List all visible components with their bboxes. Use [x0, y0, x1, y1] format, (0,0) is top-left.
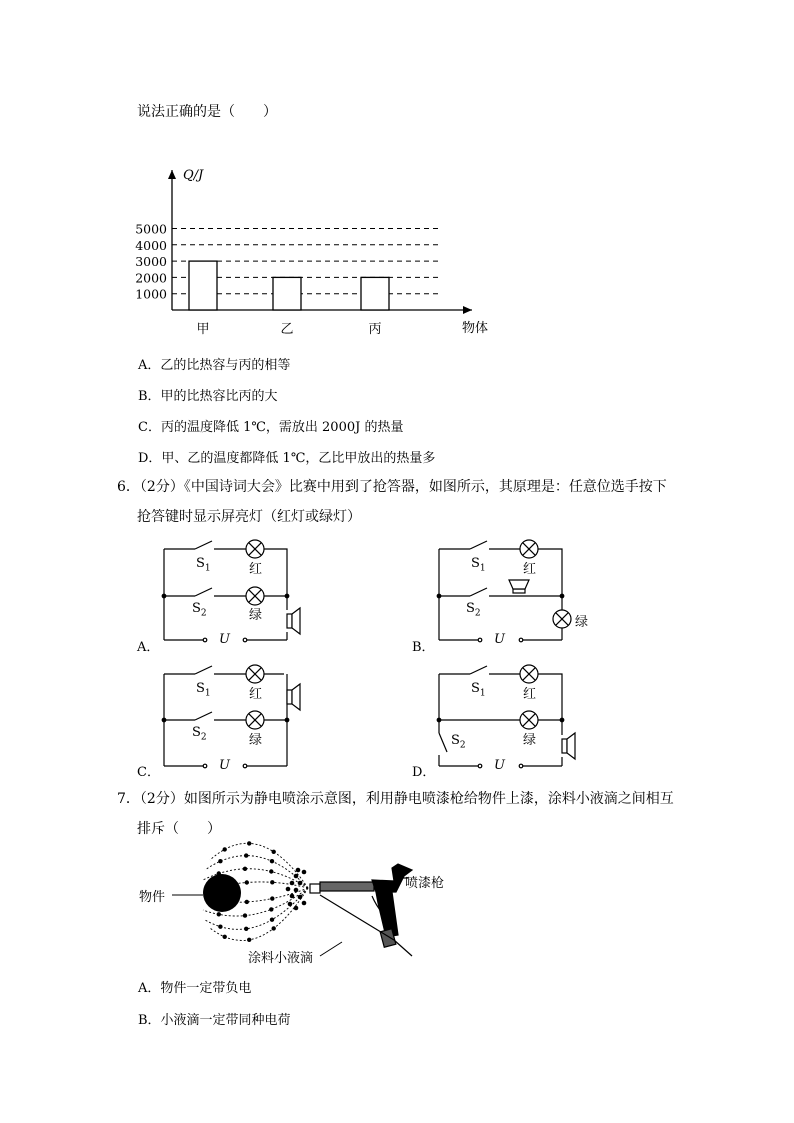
- label-red-b: 红: [523, 562, 537, 577]
- droplet: [272, 926, 276, 930]
- droplet: [269, 907, 273, 911]
- droplet: [270, 859, 274, 863]
- droplet: [302, 870, 307, 875]
- label-green-c: 绿: [249, 733, 263, 748]
- y-tick-2000: 2000: [135, 270, 167, 286]
- q5-option-a: A．乙的比热容与丙的相等: [138, 358, 291, 373]
- droplet: [223, 935, 227, 939]
- q7-option-b: B．小液滴一定带同种电荷: [138, 1013, 291, 1028]
- label-s1-c: $S_1$: [196, 681, 211, 699]
- label-spray-gun: 喷漆枪: [405, 876, 445, 891]
- label-droplets: 涂料小液滴: [248, 951, 314, 966]
- droplet: [218, 859, 222, 863]
- droplet: [244, 927, 248, 931]
- y-axis-label: Q/J: [183, 168, 204, 183]
- droplet: [270, 896, 274, 900]
- label-s2-b: $S_2$: [466, 601, 481, 619]
- droplet: [290, 894, 295, 899]
- q6-stem-line1: 6．（2分）《中国诗词大会》比赛中用到了抢答器，如图所示，其原理是：任意位选手按下: [117, 479, 667, 495]
- droplet: [288, 902, 293, 907]
- object-ball: [203, 874, 241, 912]
- q7-option-a: A．物件一定带负电: [138, 981, 252, 996]
- droplet: [270, 880, 274, 884]
- label-object: 物件: [139, 890, 166, 905]
- x-tick-乙: 乙: [280, 322, 294, 337]
- spray-gun: [310, 864, 412, 956]
- label-s1-d: $S_1$: [471, 681, 486, 699]
- label-u-d: U: [494, 758, 505, 773]
- label-s1-a: $S_1$: [196, 556, 211, 574]
- y-tick-1000: 1000: [135, 286, 167, 302]
- q6-option-c-label: C．: [137, 765, 160, 780]
- q7-stem-line1: 7．（2分）如图所示为静电喷涂示意图，利用静电喷漆枪给物件上漆，涂料小液滴之间相互: [117, 791, 674, 807]
- droplet: [247, 938, 251, 942]
- label-s2-a: $S_2$: [192, 601, 207, 619]
- x-tick-丙: 丙: [368, 322, 382, 337]
- droplet: [298, 881, 303, 886]
- droplet: [298, 895, 303, 900]
- droplet: [269, 869, 273, 873]
- label-red-c: 红: [249, 687, 263, 702]
- label-green-d: 绿: [523, 733, 537, 748]
- y-tick-3000: 3000: [135, 254, 167, 270]
- droplet: [294, 874, 299, 879]
- q6-option-d-label: D．: [412, 765, 436, 780]
- label-green-a: 绿: [249, 608, 263, 623]
- y-tick-4000: 4000: [135, 237, 167, 253]
- label-red-d: 红: [523, 687, 537, 702]
- droplet: [290, 881, 295, 886]
- x-tick-甲: 甲: [196, 322, 210, 337]
- q6-stem-line2: 抢答键时显示屏亮灯（红灯或绿灯）: [137, 509, 361, 525]
- label-s1-b: $S_1$: [471, 556, 486, 574]
- droplet: [243, 913, 247, 917]
- droplet: [272, 850, 276, 854]
- droplet: [294, 888, 299, 893]
- q7-stem-line2: 排斥（ ）: [137, 821, 221, 837]
- droplet: [247, 841, 251, 845]
- droplet: [243, 867, 247, 871]
- q5-stem-tail: 说法正确的是（ ）: [137, 104, 277, 120]
- droplet: [244, 853, 248, 857]
- q5-option-d: D．甲、乙的温度都降低 1℃，乙比甲放出的热量多: [138, 451, 436, 466]
- droplet: [296, 868, 301, 873]
- droplet: [302, 901, 307, 906]
- q5-option-c: C．丙的温度降低 1℃，需放出 2000J 的热量: [138, 420, 404, 435]
- label-s2-d: $S_2$: [451, 733, 466, 751]
- y-tick-5000: 5000: [135, 221, 167, 237]
- q6-option-a-label: A．: [137, 640, 160, 655]
- droplet: [286, 887, 291, 892]
- droplet: [294, 906, 299, 911]
- droplet: [218, 925, 222, 929]
- label-green-b: 绿: [575, 615, 589, 630]
- x-axis-label: 物体: [462, 321, 489, 336]
- droplet: [217, 912, 221, 916]
- label-u-a: U: [219, 632, 230, 647]
- droplet: [223, 847, 227, 851]
- pointer-line: [320, 942, 342, 956]
- droplet: [270, 918, 274, 922]
- droplet: [245, 900, 249, 904]
- label-u-b: U: [494, 632, 505, 647]
- label-red-a: 红: [249, 562, 263, 577]
- q5-option-b: B．甲的比热容比丙的大: [138, 389, 278, 404]
- q6-option-b-label: B．: [412, 640, 435, 655]
- droplet: [245, 880, 249, 884]
- label-s2-c: $S_2$: [192, 725, 207, 743]
- label-u-c: U: [219, 758, 230, 773]
